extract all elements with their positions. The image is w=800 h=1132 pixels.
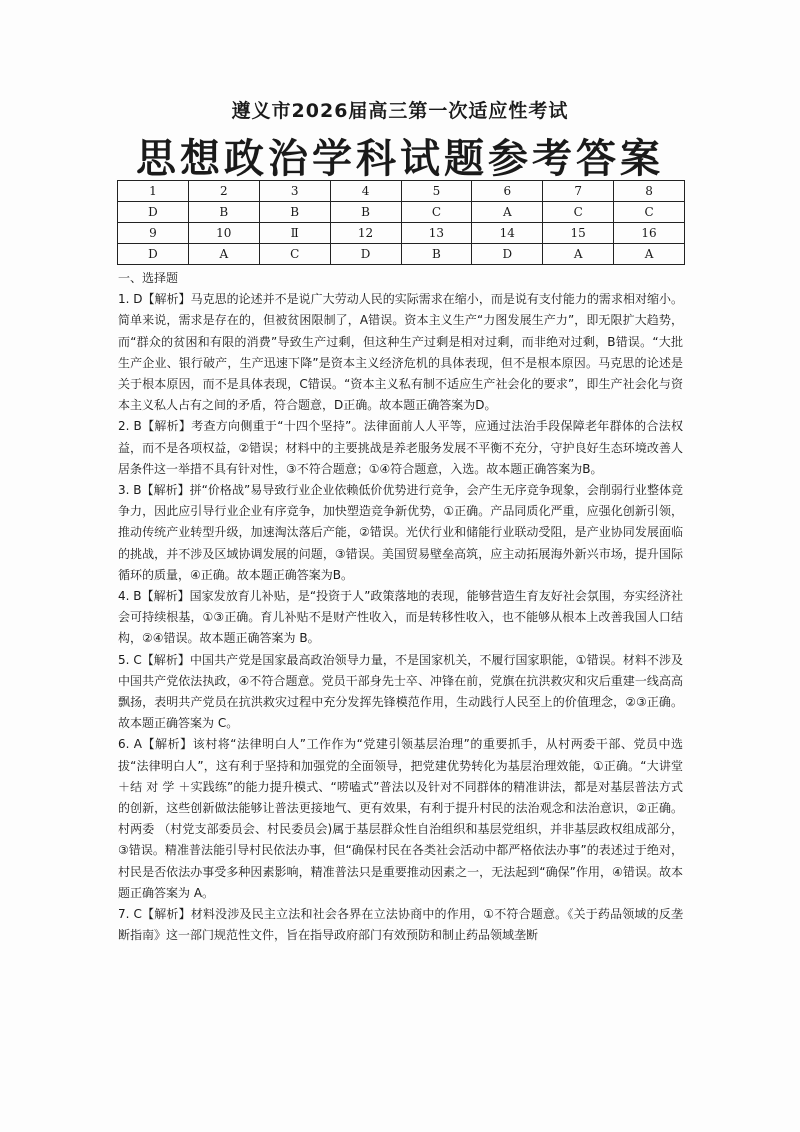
- exam-subtitle: 遵义市2026届高三第一次适应性考试: [231, 100, 569, 122]
- explanation-paragraph: 3. B【解析】拼“价格战”易导致行业企业依赖低价优势进行竞争，会产生无序竞争现象，会削弱行业整体竞争力，因此应引导行业企业有序竞争，加快塑造竞争新优势，①正确。产品同质化严重，应强化创新引领，推动传统产业转型升级，加速淘汰落后产能，②错误。光伏行业和储能行业联动受阻，是产业协同发展面临的挑战，并不涉及区域协调发展的问题，③错误。美国贸易壁垒高筑，应主动拓展海外新兴市场，提升国际循环的质量，④正确。故本题正确答案为B。: [118, 483, 683, 582]
- table-cell: C: [614, 202, 685, 223]
- table-row: [118, 181, 685, 202]
- table-cell: A: [614, 244, 685, 265]
- table-cell: 10: [188, 223, 259, 244]
- table-cell: 16: [614, 223, 685, 244]
- table-cell: 12: [330, 223, 401, 244]
- table-cell: B: [259, 202, 330, 223]
- table-cell: 6: [472, 181, 543, 202]
- table-cell: C: [259, 244, 330, 265]
- table-cell: 15: [543, 223, 614, 244]
- section-heading: 一、选择题: [118, 271, 179, 285]
- table-row: [118, 223, 685, 244]
- answer-explanations: [118, 268, 683, 947]
- table-cell: B: [401, 244, 472, 265]
- table-cell: A: [188, 244, 259, 265]
- table-row: [118, 202, 685, 223]
- table-cell: 8: [614, 181, 685, 202]
- table-cell: 7: [543, 181, 614, 202]
- explanation-paragraph: 7. C【解析】材料没涉及民主立法和社会各界在立法协商中的作用，①不符合题意。《关于药品领域的反垄断指南》这一部门规范性文件，旨在指导政府部门有效预防和制止药品领域垄断: [118, 907, 683, 943]
- table-cell: 9: [118, 223, 189, 244]
- table-cell: D: [330, 244, 401, 265]
- table-cell: A: [543, 244, 614, 265]
- answer-table: [117, 180, 685, 265]
- table-cell: 2: [188, 181, 259, 202]
- table-cell: D: [118, 244, 189, 265]
- table-cell: 5: [401, 181, 472, 202]
- table-row: [118, 244, 685, 265]
- table-cell: D: [118, 202, 189, 223]
- table-cell: A: [472, 202, 543, 223]
- table-cell: Ⅱ: [259, 223, 330, 244]
- explanation-paragraph: 5. C【解析】中国共产党是国家最高政治领导力量，不是国家机关，不履行国家职能，①错误。材料不涉及中国共产党依法执政，④不符合题意。党员干部身先士卒、冲锋在前，党旗在抗洪救灾和灾后重建一线高高飘扬，表明共产党员在抗洪救灾过程中充分发挥先锋模范作用，生动践行人民至上的价值理念，②③正确。故本题正确答案为 C。: [118, 652, 683, 731]
- explanation-paragraph: 4. B【解析】国家发放育儿补贴，是“投资于人”政策落地的表现，能够营造生育友好社会氛围，夯实经济社会可持续根基，①③正确。育儿补贴不是财产性收入，而是转移性收入，也不能够从根本上改善我国人口结构，②④错误。故本题正确答案为 B。: [118, 589, 683, 646]
- table-cell: C: [401, 202, 472, 223]
- table-cell: B: [330, 202, 401, 223]
- table-cell: D: [472, 244, 543, 265]
- explanation-paragraph: 6. A【解析】该村将“法律明白人”工作作为“党建引领基层治理”的重要抓手，从村两委干部、党员中选拔“法律明白人”，这有利于坚持和加强党的全面领导，把党建优势转化为基层治理效能，①正确。“大讲堂 ＋结 对 学 ＋实践练”的能力提升模式、“唠嗑式”普法以及针对不同群体的精准讲法，都是对基层普法方式的创新，这些创新做法能够让普法更接地气、更有效果，有利于提升村民的法治观念和法治意识，②正确。村两委 （村党支部委员会、村民委员会)属于基层群众性自治组织和基层党组织，并非基层政权组成部分，③错误。精准普法能引导村民依法办事，但“确保村民在各类社会活动中都严格依法办事”的表述过于绝对，村民是否依法办事受多种因素影响，精准普法只是重要推动因素之一，无法起到“确保”作用，④错误。故本题正确答案为 A。: [118, 737, 683, 900]
- table-cell: 14: [472, 223, 543, 244]
- page-title: 思想政治学科试题参考答案: [136, 135, 664, 182]
- table-cell: B: [188, 202, 259, 223]
- explanation-paragraph: 2. B【解析】考查方向侧重于“十四个坚持”。法律面前人人平等，应通过法治手段保障老年群体的合法权益，而不是各项权益，②错误；材料中的主要挑战是养老服务发展不平衡不充分，守护良好生态环境改善人居条件这一举措不具有针对性，③不符合题意；①④符合题意，入选。故本题正确答案为B。: [118, 419, 683, 476]
- table-cell: 4: [330, 181, 401, 202]
- table-cell: 3: [259, 181, 330, 202]
- table-cell: 13: [401, 223, 472, 244]
- table-cell: C: [543, 202, 614, 223]
- explanation-paragraph: 1. D【解析】马克思的论述并不是说广大劳动人民的实际需求在缩小，而是说有支付能力的需求相对缩小。简单来说，需求是存在的，但被贫困限制了，A错误。资本主义生产“力图发展生产力”，即无限扩大趋势，而“群众的贫困和有限的消费”导致生产过剩，但这种生产过剩是相对过剩，而非绝对过剩，B错误。“大批生产企业、银行破产，生产迅速下降”是资本主义经济危机的具体表现，但不是根本原因。马克思的论述是关于根本原因，而不是具体表现，C错误。“资本主义私有制不适应生产社会化的要求”，即生产社会化与资本主义私人占有之间的矛盾，符合题意，D正确。故本题正确答案为D。: [118, 292, 683, 413]
- table-cell: 1: [118, 181, 189, 202]
